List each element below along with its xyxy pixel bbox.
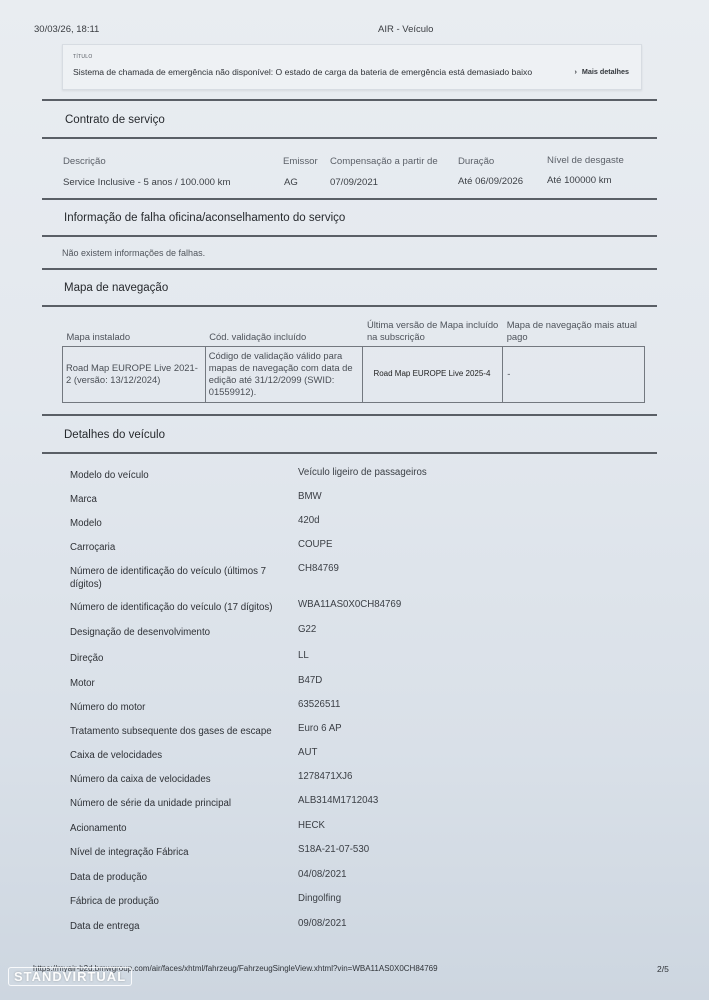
notice-label: título [73,53,93,60]
more-details-label: Mais detalhes [581,67,629,76]
contract-description: Service Inclusive - 5 anos / 100.000 km [63,177,231,188]
emergency-notice-card [62,44,642,90]
divider [42,305,657,307]
detail-label: Direção [70,653,104,664]
detail-value: BMW [298,491,322,502]
header-issuer: Emissor [283,156,318,167]
detail-label: Motor [70,678,95,689]
nav-header-latest-map-subscription: Última versão de Mapa incluído na subscrição [366,318,499,342]
detail-label: Número do motor [70,702,146,713]
nav-cell-latest-paid-map: - [503,346,645,402]
detail-label: Número da caixa de velocidades [70,774,211,785]
contract-issuer: AG [284,177,298,188]
detail-value: 1278471XJ6 [298,771,353,782]
header-wear-level: Nível de desgaste [547,155,624,166]
detail-value: Euro 6 AP [298,723,342,734]
divider [42,414,657,416]
detail-label: Data de entrega [70,921,140,932]
divider [42,137,657,139]
nav-header-latest-paid-map: Mapa de navegação mais atual pago [506,318,637,342]
divider [42,198,657,200]
detail-label: Número de identificação do veículo (17 dígitos) [70,602,273,613]
detail-label: Número de série da unidade principal [70,798,232,809]
divider [42,452,657,454]
page-number: 2/5 [657,964,669,974]
detail-value: LL [298,650,309,661]
header-duration: Duração [458,156,495,167]
notice-message: Sistema de chamada de emergência não disponível: O estado de carga da bateria de emergência está demasiado baixo [73,67,533,77]
detail-value: ALB314M1712043 [298,795,379,806]
more-details-link[interactable] [574,67,629,76]
nav-cell-installed-map: Road Map EUROPE Live 2021-2 (versão: 13/12/2024) [63,346,206,402]
detail-value: AUT [298,747,318,758]
detail-label: Fábrica de produção [70,896,159,907]
footer-url: https://myair-b2d.bmwgroup.com/air/faces/xhtml/fahrzeug/FahrzeugSingleView.xhtml?vin=WBA11AS0X0CH84769 [33,964,438,973]
detail-value: Dingolfing [298,893,342,904]
section-title-nav-map: Mapa de navegação [64,282,169,294]
header-compensation-from: Compensação a partir de [330,156,438,167]
detail-label: Nível de integração Fábrica [70,847,189,858]
detail-label: Data de produção [70,872,148,883]
detail-label: Número de identificação do veículo (últimos 7 dígitos) [70,566,267,590]
nav-cell-latest-map-subscription: Road Map EUROPE Live 2025-4 [363,346,503,402]
nav-header-installed-map: Mapa instalado [66,330,131,342]
detail-label: Designação de desenvolvimento [70,627,211,638]
detail-value: WBA11AS0X0CH84769 [298,599,402,610]
contract-compensation-from: 07/09/2021 [330,177,379,188]
section-title-service-contract: Contrato de serviço [65,114,165,126]
detail-label: Modelo [70,518,102,529]
page-title: AIR - Veículo [378,24,434,35]
nav-header-validation-code: Cód. validação incluído [209,330,307,342]
detail-value: COUPE [298,539,333,550]
detail-value: HECK [298,820,325,831]
print-datetime: 30/03/26, 18:11 [34,24,100,35]
detail-value: B47D [298,675,323,686]
detail-value: 09/08/2021 [298,918,347,929]
detail-value: CH84769 [298,563,339,574]
header-description: Descrição [63,156,106,167]
fault-info-message: Não existem informações de falhas. [62,248,206,258]
section-title-vehicle-details: Detalhes do veículo [64,429,166,441]
divider [42,235,657,237]
nav-cell-validation-code: Código de validação válido para mapas de navegação com data de edição até 31/12/2099 (SWID: 01559912). [205,346,363,402]
contract-wear-level: Até 100000 km [547,175,612,186]
divider [42,99,657,101]
detail-label: Caixa de velocidades [70,750,163,761]
detail-label: Modelo do veículo [70,470,149,481]
detail-value: G22 [298,624,317,635]
detail-label: Carroçaria [70,542,116,553]
nav-map-table [62,318,645,403]
detail-value: 63526511 [298,699,341,710]
detail-label: Tratamento subsequente dos gases de escape [70,726,272,737]
detail-value: S18A-21-07-530 [298,844,370,855]
detail-value: 04/08/2021 [298,869,347,880]
chevron-right-icon: › [574,67,577,76]
section-title-fault-info: Informação de falha oficina/aconselhamento do serviço [64,212,346,224]
detail-label: Acionamento [70,823,127,834]
detail-label: Marca [70,494,97,505]
detail-value: Veículo ligeiro de passageiros [298,467,427,478]
page-header [34,24,675,38]
watermark-logo: STANDVIRTUAL [8,967,132,986]
divider [42,268,657,270]
contract-duration: Até 06/09/2026 [458,176,524,187]
detail-value: 420d [298,515,320,526]
